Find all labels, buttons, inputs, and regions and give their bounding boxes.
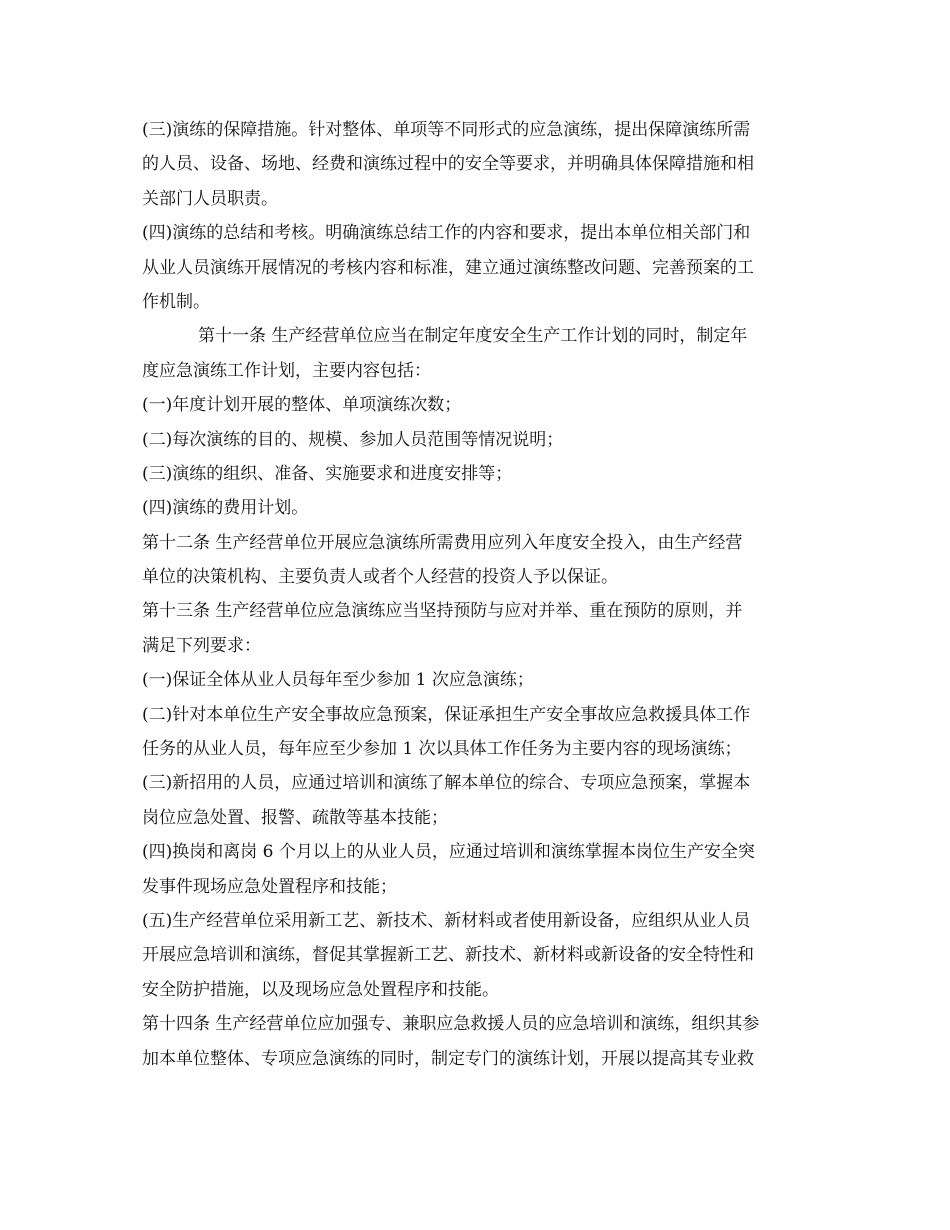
text-line: 的人员、设备、场地、经费和演练过程中的安全等要求，并明确具体保障措施和相	[142, 154, 754, 175]
text-line: (四)演练的总结和考核。明确演练总结工作的内容和要求，提出本单位相关部门和	[142, 223, 751, 244]
article-heading-line: 第十二条 生产经营单位开展应急演练所需费用应列入年度安全投入，由生产经营	[142, 532, 743, 553]
article-heading-line: 第十一条 生产经营单位应当在制定年度安全生产工作计划的同时，制定年	[198, 326, 748, 347]
article-heading-line: 第十四条 生产经营单位应加强专、兼职应急救援人员的应急培训和演练，组织其参	[142, 1014, 760, 1035]
text-line: (三)演练的保障措施。针对整体、单项等不同形式的应急演练，提出保障演练所需	[142, 120, 751, 140]
text-line: 任务的从业人员，每年应至少参加 1 次以具体工作任务为主要内容的现场演练；	[142, 739, 742, 760]
text-line: (四)换岗和离岗 6 个月以上的从业人员，应通过培训和演练掌握本岗位生产安全突	[142, 842, 755, 863]
text-line: (四)演练的费用计划。	[142, 498, 309, 519]
text-line: 发事件现场应急处置程序和技能；	[142, 876, 397, 897]
text-line: (一)年度计划开展的整体、单项演练次数；	[142, 395, 462, 416]
text-line: (三)新招用的人员，应通过培训和演练了解本单位的综合、专项应急预案，掌握本	[142, 773, 751, 794]
text-line: (二)每次演练的目的、规模、参加人员范围等情况说明；	[142, 429, 564, 450]
text-line: (二)针对本单位生产安全事故应急预案，保证承担生产安全事故应急救援具体工作	[142, 704, 751, 725]
text-line: 开展应急培训和演练，督促其掌握新工艺、新技术、新材料或新设备的安全特性和	[142, 945, 754, 966]
text-line: 关部门人员职责。	[142, 188, 278, 209]
text-line: 度应急演练工作计划，主要内容包括：	[142, 360, 431, 381]
text-line: 单位的决策机构、主要负责人或者个人经营的投资人予以保证。	[142, 567, 618, 588]
text-line: 安全防护措施，以及现场应急处置程序和技能。	[142, 979, 499, 1000]
article-heading-line: 第十三条 生产经营单位应急演练应当坚持预防与应对并举、重在预防的原则，并	[142, 601, 743, 622]
text-line: 从业人员演练开展情况的考核内容和标准，建立通过演练整改问题、完善预案的工	[142, 257, 754, 278]
text-line: 加本单位整体、专项应急演练的同时，制定专门的演练计划，开展以提高其专业救	[142, 1048, 754, 1069]
text-line: (一)保证全体从业人员每年至少参加 1 次应急演练；	[142, 670, 534, 691]
document-body	[142, 113, 822, 1076]
text-line: (三)演练的组织、准备、实施要求和进度安排等；	[142, 463, 513, 484]
text-line: 满足下列要求：	[142, 635, 261, 656]
text-line: 作机制。	[142, 291, 210, 312]
text-line: (五)生产经营单位采用新工艺、新技术、新材料或者使用新设备，应组织从业人员	[142, 910, 751, 931]
text-line: 岗位应急处置、报警、疏散等基本技能；	[142, 807, 448, 828]
